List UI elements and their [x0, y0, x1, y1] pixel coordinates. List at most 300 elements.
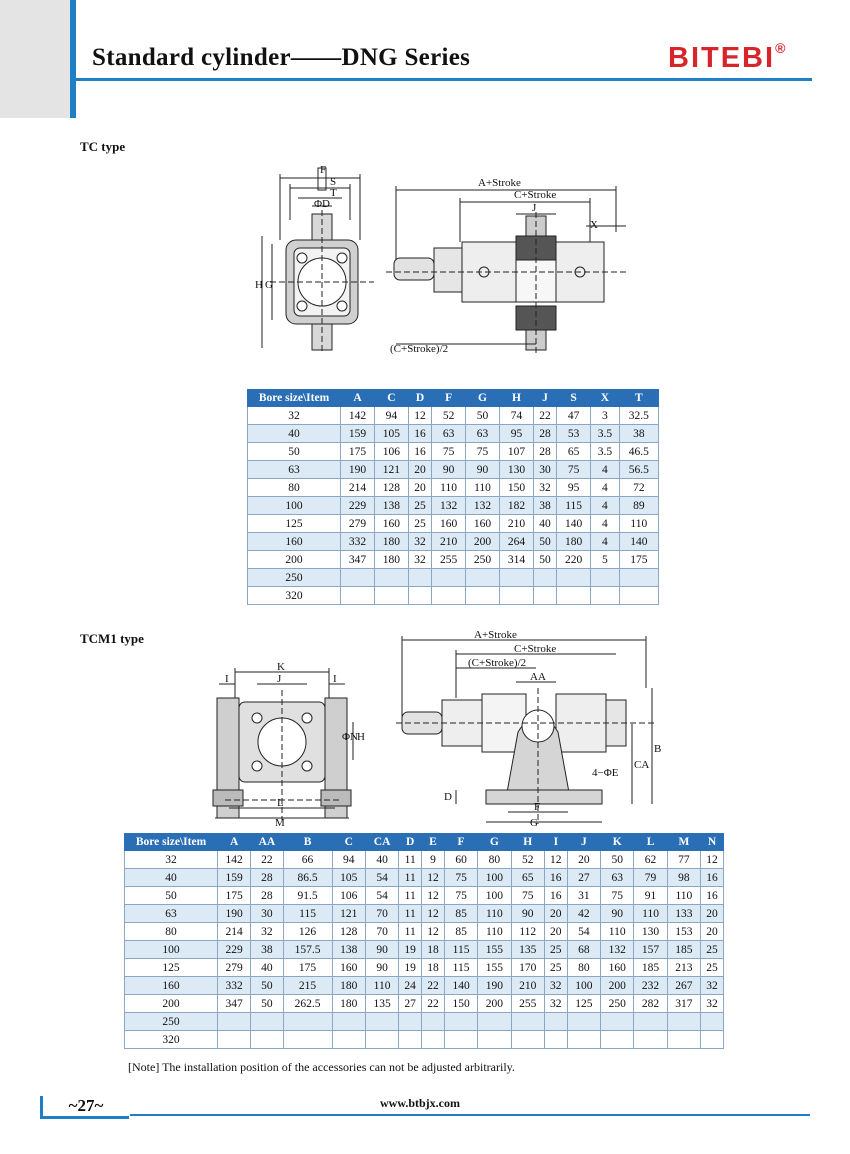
table-cell: 9 — [422, 851, 445, 869]
table-cell: 264 — [499, 533, 533, 551]
table-cell: 20 — [544, 905, 567, 923]
table-cell — [567, 1031, 600, 1049]
tcm1-label-ca: CA — [634, 759, 650, 771]
table-cell: 110 — [634, 905, 667, 923]
bore-size-cell: 63 — [248, 461, 341, 479]
tc-label-h: H — [255, 279, 263, 291]
installation-note: [Note] The installation position of the accessories can not be adjusted arbitrarily. — [128, 1060, 515, 1074]
tc-header-cell: G — [466, 390, 500, 407]
tcm1-label-e: 4−ΦE — [592, 767, 619, 779]
table-cell: 25 — [408, 515, 431, 533]
table-cell: 32 — [533, 479, 556, 497]
table-cell — [511, 1013, 544, 1031]
bore-size-cell: 80 — [248, 479, 341, 497]
brand-name: BITEBI — [668, 42, 776, 74]
tc-table-row — [248, 497, 659, 515]
brand-logo — [668, 42, 787, 75]
table-cell: 20 — [544, 923, 567, 941]
table-cell: 12 — [422, 905, 445, 923]
tcm1-side-view-diagram — [396, 628, 666, 828]
tcm1-header-cell: A — [218, 834, 251, 851]
table-cell: 65 — [557, 443, 591, 461]
table-cell: 91.5 — [283, 887, 332, 905]
table-cell: 68 — [567, 941, 600, 959]
tc-header-cell: X — [591, 390, 620, 407]
table-cell: 110 — [365, 977, 398, 995]
table-cell: 40 — [251, 959, 283, 977]
table-cell: 80 — [567, 959, 600, 977]
table-cell: 90 — [466, 461, 500, 479]
table-cell: 32 — [544, 995, 567, 1013]
bore-size-cell: 50 — [125, 887, 218, 905]
table-cell: 16 — [544, 869, 567, 887]
tc-label-a-stroke: A+Stroke — [478, 177, 521, 189]
table-cell: 80 — [478, 851, 511, 869]
tcm1-header-cell: Bore size\Item — [125, 834, 218, 851]
tc-table-row — [248, 515, 659, 533]
table-cell — [601, 1031, 634, 1049]
table-cell: 142 — [341, 407, 375, 425]
table-cell: 155 — [478, 959, 511, 977]
table-cell: 112 — [511, 923, 544, 941]
table-cell: 160 — [332, 959, 365, 977]
table-cell: 12 — [422, 887, 445, 905]
table-cell: 19 — [399, 941, 422, 959]
table-cell: 232 — [634, 977, 667, 995]
table-cell: 75 — [444, 887, 477, 905]
table-cell: 86.5 — [283, 869, 332, 887]
table-cell: 16 — [701, 887, 724, 905]
table-cell: 100 — [567, 977, 600, 995]
tcm1-table-row — [125, 977, 724, 995]
table-cell — [701, 1031, 724, 1049]
table-cell: 90 — [511, 905, 544, 923]
table-cell: 24 — [399, 977, 422, 995]
table-cell — [432, 569, 466, 587]
table-cell — [422, 1031, 445, 1049]
tcm1-label-a-stroke: A+Stroke — [474, 629, 517, 641]
table-cell: 130 — [634, 923, 667, 941]
table-cell: 332 — [218, 977, 251, 995]
table-cell — [283, 1031, 332, 1049]
table-cell: 160 — [432, 515, 466, 533]
table-cell: 98 — [667, 869, 700, 887]
header-divider — [76, 78, 812, 81]
table-cell: 215 — [283, 977, 332, 995]
table-cell: 255 — [511, 995, 544, 1013]
tcm1-label-f: F — [534, 801, 541, 813]
table-cell: 262.5 — [283, 995, 332, 1013]
tc-label-x: X — [590, 219, 598, 231]
table-cell — [374, 569, 408, 587]
bore-size-cell: 50 — [248, 443, 341, 461]
table-cell: 25 — [408, 497, 431, 515]
table-cell: 180 — [557, 533, 591, 551]
table-cell: 47 — [557, 407, 591, 425]
table-cell: 190 — [218, 905, 251, 923]
tcm1-table-row — [125, 869, 724, 887]
table-cell: 150 — [444, 995, 477, 1013]
table-cell: 4 — [591, 515, 620, 533]
table-cell: 32 — [544, 977, 567, 995]
table-cell: 160 — [466, 515, 500, 533]
page-title: Standard cylinder——DNG Series — [92, 44, 471, 71]
table-cell — [667, 1013, 700, 1031]
table-cell: 200 — [601, 977, 634, 995]
table-cell — [218, 1031, 251, 1049]
table-cell: 70 — [365, 923, 398, 941]
table-cell — [533, 569, 556, 587]
tc-label-half-stroke: (C+Stroke)/2 — [390, 343, 449, 355]
table-cell — [557, 587, 591, 605]
table-cell: 63 — [432, 425, 466, 443]
table-cell: 138 — [374, 497, 408, 515]
table-cell: 20 — [408, 479, 431, 497]
tcm1-label-g: G — [530, 817, 538, 828]
table-cell: 27 — [567, 869, 600, 887]
table-cell: 50 — [533, 533, 556, 551]
bore-size-cell: 250 — [248, 569, 341, 587]
table-cell — [365, 1031, 398, 1049]
bore-size-cell: 32 — [248, 407, 341, 425]
table-cell: 75 — [511, 887, 544, 905]
tc-header-cell: F — [432, 390, 466, 407]
table-cell: 60 — [444, 851, 477, 869]
tcm1-header-cell: E — [422, 834, 445, 851]
tc-label-s: S — [330, 176, 337, 188]
table-cell: 94 — [332, 851, 365, 869]
table-cell: 3.5 — [591, 425, 620, 443]
table-cell: 20 — [567, 851, 600, 869]
table-cell: 180 — [332, 977, 365, 995]
tc-header-cell: J — [533, 390, 556, 407]
table-cell: 200 — [478, 995, 511, 1013]
table-cell: 11 — [399, 851, 422, 869]
tcm1-type-label: TCM1 type — [80, 631, 144, 646]
tc-label-j: J — [532, 202, 537, 214]
tc-front-view-diagram — [250, 160, 380, 355]
table-cell: 279 — [341, 515, 375, 533]
tcm1-label-b: B — [654, 743, 662, 755]
table-cell: 110 — [601, 923, 634, 941]
table-cell: 132 — [601, 941, 634, 959]
tcm1-label-aa: AA — [530, 671, 546, 683]
tc-table-row — [248, 443, 659, 461]
table-cell — [251, 1031, 283, 1049]
table-cell: 18 — [422, 959, 445, 977]
table-cell: 180 — [374, 551, 408, 569]
tcm1-header-cell: M — [667, 834, 700, 851]
tcm1-table-row — [125, 995, 724, 1013]
table-cell: 125 — [567, 995, 600, 1013]
table-cell: 115 — [444, 959, 477, 977]
tcm1-header-cell: D — [399, 834, 422, 851]
table-cell: 90 — [601, 905, 634, 923]
tcm1-label-c-stroke: C+Stroke — [514, 643, 557, 655]
table-cell: 210 — [499, 515, 533, 533]
bore-size-cell: 100 — [125, 941, 218, 959]
table-cell: 28 — [251, 869, 283, 887]
table-cell: 4 — [591, 533, 620, 551]
tc-side-view-diagram — [386, 172, 636, 357]
tc-table-row — [248, 425, 659, 443]
table-cell: 4 — [591, 479, 620, 497]
table-cell: 121 — [332, 905, 365, 923]
table-cell: 130 — [499, 461, 533, 479]
bore-size-cell: 200 — [125, 995, 218, 1013]
table-cell: 250 — [466, 551, 500, 569]
table-cell: 16 — [701, 869, 724, 887]
table-cell: 54 — [567, 923, 600, 941]
table-cell: 20 — [408, 461, 431, 479]
table-cell: 30 — [533, 461, 556, 479]
bore-size-cell: 63 — [125, 905, 218, 923]
table-cell: 105 — [374, 425, 408, 443]
table-cell — [341, 569, 375, 587]
table-cell: 75 — [444, 869, 477, 887]
table-cell: 31 — [567, 887, 600, 905]
table-cell: 255 — [432, 551, 466, 569]
page-number: ~27~ — [40, 1096, 129, 1119]
table-cell: 140 — [444, 977, 477, 995]
table-cell: 50 — [251, 995, 283, 1013]
table-cell: 106 — [374, 443, 408, 461]
tcm1-header-cell: B — [283, 834, 332, 851]
tcm1-label-l: L — [277, 797, 284, 809]
table-cell: 12 — [422, 923, 445, 941]
table-cell: 214 — [218, 923, 251, 941]
table-cell: 56.5 — [619, 461, 658, 479]
table-cell: 25 — [544, 941, 567, 959]
table-cell: 72 — [619, 479, 658, 497]
table-cell: 32 — [701, 977, 724, 995]
bore-size-cell: 80 — [125, 923, 218, 941]
table-cell: 213 — [667, 959, 700, 977]
table-cell: 153 — [667, 923, 700, 941]
table-cell: 140 — [619, 533, 658, 551]
table-cell: 28 — [533, 425, 556, 443]
tcm1-label-i-right: I — [333, 673, 337, 685]
table-cell: 77 — [667, 851, 700, 869]
table-cell — [399, 1013, 422, 1031]
table-cell: 38 — [251, 941, 283, 959]
table-cell — [567, 1013, 600, 1031]
table-cell: 4 — [591, 497, 620, 515]
table-cell — [332, 1013, 365, 1031]
table-cell — [478, 1031, 511, 1049]
table-cell: 250 — [601, 995, 634, 1013]
table-cell — [667, 1031, 700, 1049]
table-cell: 132 — [432, 497, 466, 515]
table-cell: 100 — [478, 869, 511, 887]
table-cell: 175 — [218, 887, 251, 905]
table-cell: 155 — [478, 941, 511, 959]
table-cell — [557, 569, 591, 587]
registered-mark: ® — [775, 40, 788, 56]
table-cell: 100 — [478, 887, 511, 905]
table-cell — [332, 1031, 365, 1049]
table-cell: 175 — [341, 443, 375, 461]
tc-label-t: T — [330, 187, 337, 199]
table-cell: 50 — [601, 851, 634, 869]
table-cell: 267 — [667, 977, 700, 995]
tcm1-table-row — [125, 851, 724, 869]
tcm1-spec-table — [124, 833, 724, 1049]
tcm1-header-cell: G — [478, 834, 511, 851]
table-cell: 16 — [408, 425, 431, 443]
table-cell: 220 — [557, 551, 591, 569]
bore-size-cell: 40 — [248, 425, 341, 443]
table-cell: 16 — [408, 443, 431, 461]
tc-label-c-stroke: C+Stroke — [514, 189, 557, 201]
table-cell: 185 — [667, 941, 700, 959]
table-cell: 54 — [365, 869, 398, 887]
table-cell: 95 — [557, 479, 591, 497]
tcm1-header-cell: C — [332, 834, 365, 851]
table-cell: 332 — [341, 533, 375, 551]
table-cell: 12 — [701, 851, 724, 869]
table-cell: 95 — [499, 425, 533, 443]
table-cell: 28 — [533, 443, 556, 461]
tc-header-cell: A — [341, 390, 375, 407]
table-cell: 159 — [341, 425, 375, 443]
table-cell — [634, 1031, 667, 1049]
tc-header-cell: T — [619, 390, 658, 407]
table-cell: 110 — [478, 905, 511, 923]
table-cell: 110 — [466, 479, 500, 497]
table-cell: 91 — [634, 887, 667, 905]
website-link[interactable]: www.btbjx.com — [380, 1096, 460, 1110]
table-cell: 38 — [533, 497, 556, 515]
tcm1-header-cell: H — [511, 834, 544, 851]
table-cell: 105 — [332, 869, 365, 887]
table-cell — [701, 1013, 724, 1031]
bore-size-cell: 160 — [125, 977, 218, 995]
tcm1-label-d: D — [444, 791, 452, 803]
table-cell — [591, 587, 620, 605]
table-cell: 142 — [218, 851, 251, 869]
table-cell: 182 — [499, 497, 533, 515]
table-cell: 16 — [544, 887, 567, 905]
table-cell: 89 — [619, 497, 658, 515]
tc-table-row — [248, 569, 659, 587]
table-cell: 4 — [591, 461, 620, 479]
bore-size-cell: 250 — [125, 1013, 218, 1031]
tcm1-header-cell: L — [634, 834, 667, 851]
table-cell: 25 — [701, 959, 724, 977]
table-cell: 190 — [341, 461, 375, 479]
table-cell: 12 — [544, 851, 567, 869]
table-cell: 185 — [634, 959, 667, 977]
tcm1-table-row — [125, 1013, 724, 1031]
table-cell: 75 — [466, 443, 500, 461]
table-cell: 79 — [634, 869, 667, 887]
table-cell: 25 — [701, 941, 724, 959]
tcm1-label-m: M — [275, 817, 285, 828]
table-cell: 150 — [499, 479, 533, 497]
tcm1-header-cell: AA — [251, 834, 283, 851]
tcm1-table-row — [125, 923, 724, 941]
table-cell: 11 — [399, 869, 422, 887]
table-cell: 159 — [218, 869, 251, 887]
table-cell: 62 — [634, 851, 667, 869]
table-cell — [444, 1013, 477, 1031]
table-cell: 90 — [365, 941, 398, 959]
bore-size-cell: 320 — [125, 1031, 218, 1049]
bore-size-cell: 125 — [248, 515, 341, 533]
table-cell: 210 — [511, 977, 544, 995]
table-cell: 74 — [499, 407, 533, 425]
bore-size-cell: 320 — [248, 587, 341, 605]
table-cell — [466, 587, 500, 605]
table-cell: 70 — [365, 905, 398, 923]
tcm1-label-k: K — [277, 661, 285, 673]
table-cell: 38 — [619, 425, 658, 443]
table-cell: 110 — [432, 479, 466, 497]
table-cell: 75 — [432, 443, 466, 461]
table-cell: 180 — [374, 533, 408, 551]
table-cell: 128 — [374, 479, 408, 497]
table-cell — [478, 1013, 511, 1031]
table-cell: 3 — [591, 407, 620, 425]
tcm1-table-header-row — [125, 834, 724, 851]
table-cell: 50 — [251, 977, 283, 995]
table-cell: 52 — [432, 407, 466, 425]
table-cell: 63 — [466, 425, 500, 443]
table-cell: 140 — [557, 515, 591, 533]
tcm1-table-row — [125, 941, 724, 959]
tc-table-row — [248, 479, 659, 497]
table-cell: 30 — [251, 905, 283, 923]
table-cell: 279 — [218, 959, 251, 977]
table-cell: 214 — [341, 479, 375, 497]
table-cell: 32 — [251, 923, 283, 941]
table-cell: 54 — [365, 887, 398, 905]
tc-table-row — [248, 587, 659, 605]
table-cell: 28 — [251, 887, 283, 905]
table-cell: 110 — [667, 887, 700, 905]
table-cell — [399, 1031, 422, 1049]
footer-divider — [130, 1114, 810, 1116]
table-cell: 229 — [218, 941, 251, 959]
bore-size-cell: 160 — [248, 533, 341, 551]
table-cell: 229 — [341, 497, 375, 515]
tc-label-f: F — [320, 164, 327, 176]
table-cell: 32 — [701, 995, 724, 1013]
table-cell: 200 — [466, 533, 500, 551]
table-cell: 11 — [399, 905, 422, 923]
tcm1-header-cell: I — [544, 834, 567, 851]
table-cell: 20 — [701, 905, 724, 923]
tcm1-label-h: H — [357, 731, 365, 743]
table-cell: 133 — [667, 905, 700, 923]
tcm1-label-n: ΦN — [342, 731, 358, 743]
table-cell: 25 — [544, 959, 567, 977]
table-cell — [619, 569, 658, 587]
table-cell: 27 — [399, 995, 422, 1013]
tcm1-table-row — [125, 1031, 724, 1049]
tcm1-header-cell: N — [701, 834, 724, 851]
table-cell: 3.5 — [591, 443, 620, 461]
table-cell — [544, 1013, 567, 1031]
header-corner-block — [0, 0, 70, 118]
table-cell: 282 — [634, 995, 667, 1013]
table-cell: 138 — [332, 941, 365, 959]
tcm1-header-cell: J — [567, 834, 600, 851]
tc-table-row — [248, 533, 659, 551]
table-cell — [251, 1013, 283, 1031]
tc-table-header-row — [248, 390, 659, 407]
